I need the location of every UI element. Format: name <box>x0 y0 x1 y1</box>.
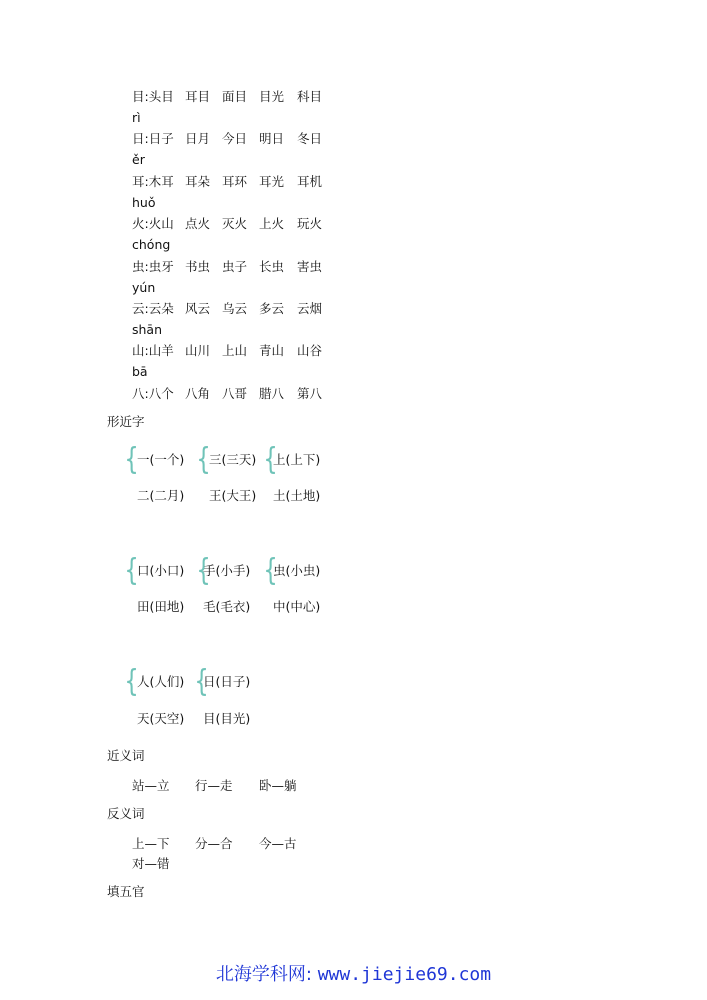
antonym-pair: 上—下 <box>132 836 170 851</box>
word: 上山 <box>222 343 248 358</box>
word: 目光 <box>259 89 285 104</box>
word: 多云 <box>259 301 285 316</box>
footer-url[interactable]: www.jiejie69.com <box>317 964 492 985</box>
similar-bottom: 田(田地) <box>137 599 185 614</box>
similar-bottom: 毛(毛衣) <box>203 599 251 614</box>
similar-top: 三(三天) <box>209 452 257 467</box>
brace-icon: { <box>124 553 139 588</box>
word: 耳:木耳 <box>132 174 174 189</box>
word: 山:山羊 <box>132 343 174 358</box>
word: 耳环 <box>222 174 248 189</box>
similar-bottom: 天(天空) <box>137 711 185 726</box>
similar-top: 人(人们) <box>137 674 185 689</box>
word: 上火 <box>259 216 285 231</box>
footer-watermark <box>0 966 707 984</box>
word: 点火 <box>185 216 211 231</box>
pinyin: ěr <box>132 152 145 167</box>
word: 八哥 <box>222 386 248 401</box>
synonym-pair: 卧—躺 <box>259 778 297 793</box>
word: 腊八 <box>259 386 285 401</box>
similar-bottom: 土(土地) <box>273 488 321 503</box>
word: 耳光 <box>259 174 285 189</box>
word: 明日 <box>259 131 285 146</box>
word: 日:日子 <box>132 131 174 146</box>
brace-icon: { <box>263 553 278 588</box>
pinyin: huǒ <box>132 195 156 210</box>
word: 云:云朵 <box>132 301 174 316</box>
antonym-pair: 分—合 <box>195 836 233 851</box>
similar-bottom: 王(大王) <box>209 488 257 503</box>
pinyin: bā <box>132 364 148 379</box>
section-heading-fill: 填五官 <box>107 884 145 899</box>
word: 八角 <box>185 386 211 401</box>
word: 面目 <box>222 89 248 104</box>
similar-top: 手(小手) <box>203 563 251 578</box>
word: 书虫 <box>185 259 211 274</box>
pinyin: rì <box>132 110 141 125</box>
similar-bottom: 目(目光) <box>203 711 251 726</box>
antonym-pair: 对—错 <box>132 856 170 871</box>
word: 冬日 <box>297 131 323 146</box>
similar-bottom: 二(二月) <box>137 488 185 503</box>
antonym-pair: 今—古 <box>259 836 297 851</box>
word: 八:八个 <box>132 386 174 401</box>
pinyin: chóng <box>132 237 171 252</box>
word: 第八 <box>297 386 323 401</box>
word: 青山 <box>259 343 285 358</box>
word: 虫子 <box>222 259 248 274</box>
word: 乌云 <box>222 301 248 316</box>
word: 耳朵 <box>185 174 211 189</box>
word: 目:头目 <box>132 89 174 104</box>
pinyin: shān <box>132 322 163 337</box>
brace-icon: { <box>124 664 139 699</box>
section-heading-synonyms: 近义词 <box>107 748 145 763</box>
word: 虫:虫牙 <box>132 259 174 274</box>
similar-top: 日(日子) <box>203 674 251 689</box>
footer-site: 北海学科网: <box>215 964 312 985</box>
word: 害虫 <box>297 259 323 274</box>
similar-top: 一(一个) <box>137 452 185 467</box>
word: 耳目 <box>185 89 211 104</box>
word: 今日 <box>222 131 248 146</box>
word: 科目 <box>297 89 323 104</box>
word: 长虫 <box>259 259 285 274</box>
similar-top: 上(上下) <box>273 452 321 467</box>
word: 耳机 <box>297 174 323 189</box>
brace-icon: { <box>194 664 209 699</box>
brace-icon: { <box>196 553 211 588</box>
word: 火:火山 <box>132 216 174 231</box>
similar-top: 口(小口) <box>137 563 185 578</box>
synonym-pair: 站—立 <box>132 778 170 793</box>
word: 山谷 <box>297 343 323 358</box>
similar-top: 虫(小虫) <box>273 563 321 578</box>
word: 灭火 <box>222 216 248 231</box>
word: 日月 <box>185 131 211 146</box>
section-heading-antonyms: 反义词 <box>107 806 145 821</box>
similar-bottom: 中(中心) <box>273 599 321 614</box>
word: 玩火 <box>297 216 323 231</box>
word: 风云 <box>185 301 211 316</box>
brace-icon: { <box>196 442 211 477</box>
brace-icon: { <box>124 442 139 477</box>
brace-icon: { <box>263 442 278 477</box>
synonym-pair: 行—走 <box>195 778 233 793</box>
word: 云烟 <box>297 301 323 316</box>
section-heading-similar-shape: 形近字 <box>107 414 145 429</box>
word: 山川 <box>185 343 211 358</box>
pinyin: yún <box>132 280 156 295</box>
